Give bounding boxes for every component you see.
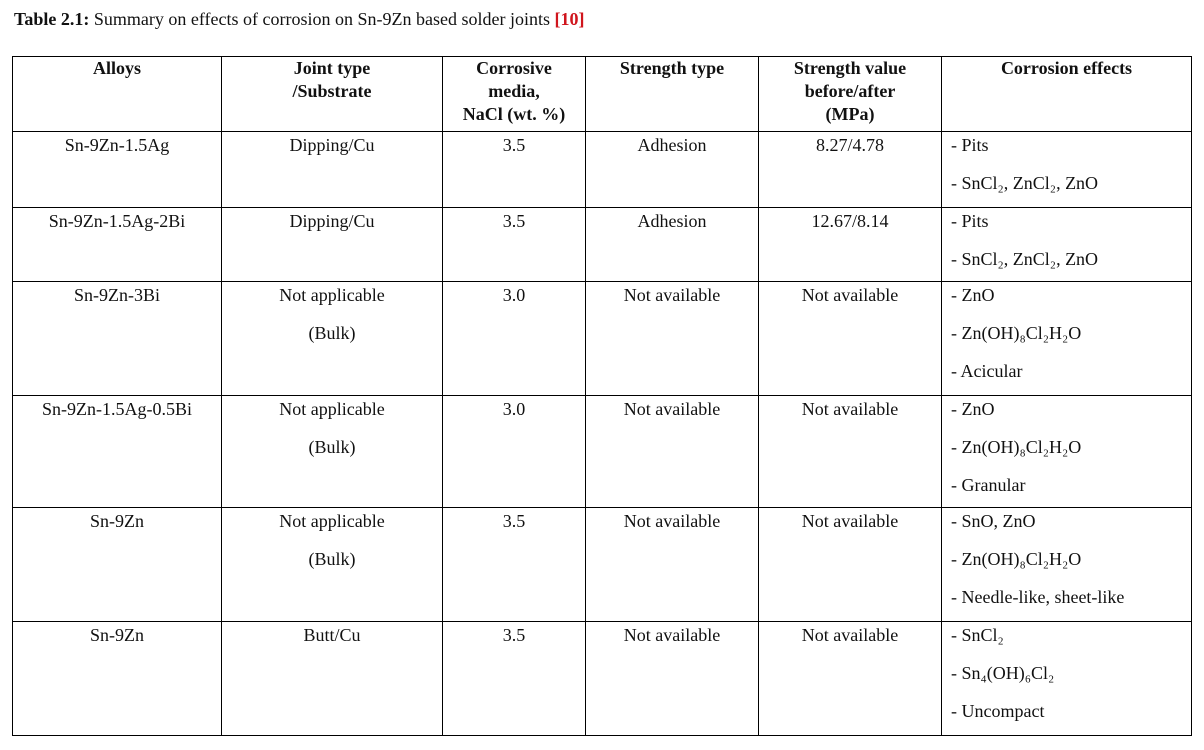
cell-text: Not available: [623, 625, 721, 645]
cell-text: Sn-9Zn: [90, 625, 144, 645]
cell-line: (Bulk): [308, 437, 356, 457]
cell-text: Not available: [801, 511, 899, 531]
cell-line: - Needle-like, sheet-like: [951, 587, 1125, 607]
cell-line: - SnCl₂: [951, 625, 1004, 645]
caption-label: Table 2.1:: [14, 9, 90, 29]
corrosion-effects-cell: [942, 282, 1192, 396]
media-cell: [443, 282, 586, 396]
cell-line: - ZnO: [951, 399, 995, 419]
column-header-corrosion-effects: [942, 57, 1192, 132]
strength-type-cell: [586, 622, 759, 736]
cell-line: Not applicable: [279, 285, 385, 305]
strength-type-cell: [586, 396, 759, 508]
table-header-row: [13, 57, 1192, 132]
cell-line: - ZnO: [951, 285, 995, 305]
cell-text: 3.5: [502, 625, 526, 645]
table-row: [13, 132, 1192, 208]
cell-line: - SnO, ZnO: [951, 511, 1036, 531]
corrosion-summary-table: [12, 56, 1192, 736]
cell-text: 3.5: [502, 211, 526, 231]
media-cell: [443, 132, 586, 208]
cell-line: - Pits: [951, 135, 989, 155]
cell-text: 3.0: [502, 399, 526, 419]
table-row: [13, 208, 1192, 282]
table-row: [13, 508, 1192, 622]
cell-line: - SnCl₂, ZnCl₂, ZnO: [951, 249, 1099, 269]
caption-text: Summary on effects of corrosion on Sn-9Zn based solder joints: [89, 9, 555, 29]
media-cell: [443, 508, 586, 622]
cell-line: - Zn(OH)₈Cl₂H₂O: [951, 323, 1082, 343]
strength-value-cell: [759, 508, 942, 622]
corrosion-effects-cell: [942, 508, 1192, 622]
cell-line: Not applicable: [279, 511, 385, 531]
cell-text: Sn-9Zn-1.5Ag-0.5Bi: [42, 399, 192, 419]
alloy-cell: [13, 396, 222, 508]
table-row: [13, 396, 1192, 508]
cell-line: - Zn(OH)₈Cl₂H₂O: [951, 549, 1082, 569]
cell-line: Not applicable: [279, 399, 385, 419]
column-header-line: media,: [488, 81, 540, 101]
column-header-line: Corrosive: [476, 58, 552, 78]
cell-line: - Pits: [951, 211, 989, 231]
alloy-cell: [13, 508, 222, 622]
cell-line: - Acicular: [951, 361, 1023, 381]
cell-text: Not available: [801, 625, 899, 645]
strength-type-cell: [586, 508, 759, 622]
cell-text: Not available: [623, 399, 721, 419]
column-header-line: Joint type: [293, 58, 371, 78]
cell-text: Sn-9Zn-1.5Ag-2Bi: [48, 211, 186, 231]
cell-text: 8.27/4.78: [815, 135, 884, 155]
corrosion-effects-cell: [942, 208, 1192, 282]
cell-line: - Zn(OH)₈Cl₂H₂O: [951, 437, 1082, 457]
cell-line: (Bulk): [308, 323, 356, 343]
strength-type-cell: [586, 208, 759, 282]
alloy-cell: [13, 208, 222, 282]
column-header-strength-type: [586, 57, 759, 132]
column-header-line: /Substrate: [292, 81, 372, 101]
column-header-line: Strength value: [793, 58, 907, 78]
cell-line: Dipping/Cu: [289, 211, 375, 231]
media-cell: [443, 622, 586, 736]
cell-line: (Bulk): [308, 549, 356, 569]
table-caption: [14, 8, 584, 30]
column-header-corrosive-media: [443, 57, 586, 132]
column-header-line: NaCl (wt. %): [462, 104, 566, 124]
joint-type-cell: [222, 622, 443, 736]
cell-text: Not available: [801, 285, 899, 305]
column-header-line: before/after: [804, 81, 896, 101]
strength-type-cell: [586, 282, 759, 396]
corrosion-effects-cell: [942, 396, 1192, 508]
alloy-cell: [13, 282, 222, 396]
column-header-line: Corrosion effects: [1000, 58, 1133, 78]
cell-text: Adhesion: [637, 135, 707, 155]
strength-value-cell: [759, 396, 942, 508]
cell-line: - Granular: [951, 475, 1026, 495]
strength-value-cell: [759, 132, 942, 208]
corrosion-effects-cell: [942, 132, 1192, 208]
corrosion-effects-cell: [942, 622, 1192, 736]
strength-value-cell: [759, 208, 942, 282]
cell-text: 12.67/8.14: [811, 211, 889, 231]
column-header-alloys: [13, 57, 222, 132]
cell-text: 3.5: [502, 511, 526, 531]
media-cell: [443, 396, 586, 508]
column-header-line: (MPa): [825, 104, 875, 124]
joint-type-cell: [222, 396, 443, 508]
strength-value-cell: [759, 622, 942, 736]
cell-line: Butt/Cu: [303, 625, 361, 645]
alloy-cell: [13, 622, 222, 736]
table-row: [13, 622, 1192, 736]
cell-text: Adhesion: [637, 211, 707, 231]
media-cell: [443, 208, 586, 282]
cell-text: Sn-9Zn-1.5Ag: [64, 135, 170, 155]
joint-type-cell: [222, 282, 443, 396]
cell-text: Not available: [623, 511, 721, 531]
cell-line: - SnCl₂, ZnCl₂, ZnO: [951, 173, 1099, 193]
cell-text: Not available: [801, 399, 899, 419]
cell-text: Sn-9Zn: [90, 511, 144, 531]
cell-text: Not available: [623, 285, 721, 305]
cell-text: 3.5: [502, 135, 526, 155]
column-header-strength-value: [759, 57, 942, 132]
cell-text: 3.0: [502, 285, 526, 305]
joint-type-cell: [222, 508, 443, 622]
column-header-line: Alloys: [92, 58, 141, 78]
alloy-cell: [13, 132, 222, 208]
joint-type-cell: [222, 208, 443, 282]
strength-value-cell: [759, 282, 942, 396]
cell-text: Sn-9Zn-3Bi: [73, 285, 160, 305]
citation-link[interactable]: [10]: [554, 9, 585, 29]
table-row: [13, 282, 1192, 396]
cell-line: Dipping/Cu: [289, 135, 375, 155]
cell-line: - Sn₄(OH)₆Cl₂: [951, 663, 1055, 683]
column-header-line: Strength type: [619, 58, 725, 78]
column-header-joint-type: [222, 57, 443, 132]
joint-type-cell: [222, 132, 443, 208]
cell-line: - Uncompact: [951, 701, 1045, 721]
strength-type-cell: [586, 132, 759, 208]
